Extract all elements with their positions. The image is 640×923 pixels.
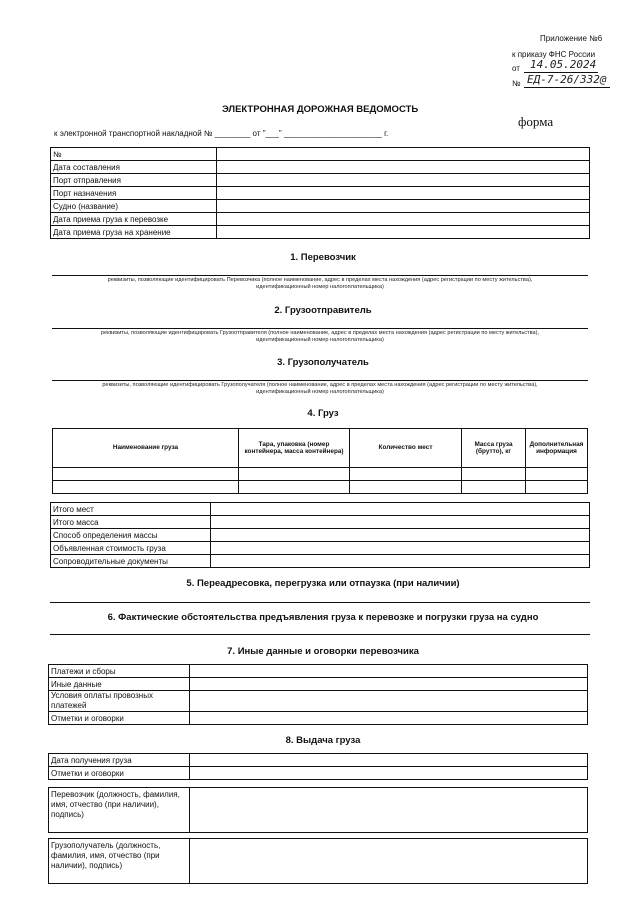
- cell[interactable]: [239, 468, 350, 481]
- cargo-header: Количество мест: [350, 429, 462, 468]
- section-1-title: 1. Перевозчик: [290, 252, 356, 263]
- carrier-line[interactable]: [52, 275, 588, 276]
- carrier-signature-cell[interactable]: [190, 788, 588, 833]
- value-cell[interactable]: [211, 503, 590, 516]
- cell[interactable]: [462, 481, 526, 494]
- section-7-title: 7. Иные данные и оговорки перевозчика: [227, 646, 419, 657]
- cell[interactable]: [462, 468, 526, 481]
- value-cell[interactable]: [211, 516, 590, 529]
- table-row: [51, 148, 590, 161]
- table-row: [53, 481, 588, 494]
- cargo-header: Тара, упаковка (номер контейнера, масса контейнера): [239, 429, 350, 468]
- annex-number-underline: [524, 87, 610, 88]
- table-row: [51, 174, 590, 187]
- value-cell[interactable]: [190, 665, 588, 678]
- carrier-signature-label: Перевозчик (должность, фамилия, имя, отчество (при наличии), подпись): [49, 788, 190, 833]
- invoice-line: к электронной транспортной накладной № ________ от "___" ______________________ г.: [54, 129, 389, 138]
- value-cell[interactable]: [190, 712, 588, 725]
- cell[interactable]: [53, 481, 239, 494]
- consignee-signature-cell[interactable]: [190, 839, 588, 884]
- cell[interactable]: [53, 468, 239, 481]
- row-label: Итого масса: [51, 516, 211, 529]
- value-cell[interactable]: [190, 754, 588, 767]
- table-row: [51, 226, 590, 239]
- cargo-header: Наименование груза: [53, 429, 239, 468]
- forma-label: форма: [518, 114, 554, 129]
- cargo-header: Масса груза (брутто), кг: [462, 429, 526, 468]
- carrier-requisites-hint: реквизиты, позволяющие идентифицировать Перевозчика (полное наименование, адрес в пределах места нахождения (адрес регистрации по месту жительства), идентификационный номер налогоплательщика): [107, 277, 533, 290]
- consignee-requisites-hint: реквизиты, позволяющие идентифицировать Грузополучателя (полное наименование, адрес в пределах места нахождения (адрес регистрации по месту жительства), идентификационный номер налогоплательщика): [102, 382, 538, 395]
- table-row: [49, 712, 588, 725]
- shipper-line[interactable]: [52, 328, 588, 329]
- row-label: Отметки и оговорки: [49, 712, 190, 725]
- value-cell[interactable]: [190, 767, 588, 780]
- value-cell[interactable]: [217, 213, 590, 226]
- value-cell[interactable]: [211, 542, 590, 555]
- table-row: [51, 213, 590, 226]
- row-label: Способ определения массы: [51, 529, 211, 542]
- row-label: Судно (название): [51, 200, 217, 213]
- shipper-requisites-hint: реквизиты, позволяющие идентифицировать Грузоотправителя (полное наименование, адрес в пределах места нахождения (адрес регистрации по месту жительства), идентификационный номер налогоплательщика): [100, 330, 540, 343]
- table-row: [49, 678, 588, 691]
- row-label: Дата получения груза: [49, 754, 190, 767]
- delivery-table: [48, 753, 588, 780]
- readdress-line[interactable]: [50, 602, 590, 603]
- top-table: [50, 147, 590, 239]
- cargo-header-row: [53, 429, 588, 468]
- row-label: Сопроводительные документы: [51, 555, 211, 568]
- row-label: №: [51, 148, 217, 161]
- consignee-signature-table: [48, 838, 588, 884]
- value-cell[interactable]: [211, 529, 590, 542]
- table-row: [49, 754, 588, 767]
- value-cell[interactable]: [217, 187, 590, 200]
- value-cell[interactable]: [217, 148, 590, 161]
- row-label: Дата составления: [51, 161, 217, 174]
- section-3-title: 3. Грузополучатель: [277, 357, 369, 368]
- table-row: [49, 691, 588, 712]
- table-row: [51, 503, 590, 516]
- annex-number-value: ЕД-7-26/332@: [527, 73, 607, 86]
- value-cell[interactable]: [190, 691, 588, 712]
- row-label: Отметки и оговорки: [49, 767, 190, 780]
- cargo-summary-table: [50, 502, 590, 568]
- value-cell[interactable]: [217, 226, 590, 239]
- row-label: Дата приема груза к перевозке: [51, 213, 217, 226]
- table-row: [51, 187, 590, 200]
- cell[interactable]: [350, 481, 462, 494]
- value-cell[interactable]: [211, 555, 590, 568]
- value-cell[interactable]: [217, 200, 590, 213]
- row-label: Объявленная стоимость груза: [51, 542, 211, 555]
- cell[interactable]: [526, 468, 588, 481]
- cargo-table: [52, 428, 588, 494]
- section-4-title: 4. Груз: [307, 408, 339, 419]
- value-cell[interactable]: [217, 161, 590, 174]
- annex-number-prefix: №: [512, 79, 521, 88]
- table-row: [51, 516, 590, 529]
- consignee-signature-label: Грузополучатель (должность, фамилия, имя, отчество (при наличии), подпись): [49, 839, 190, 884]
- row-label: Условия оплаты провозных платежей: [49, 691, 190, 712]
- value-cell[interactable]: [217, 174, 590, 187]
- consignee-line[interactable]: [52, 380, 588, 381]
- annex-date-value: 14.05.2024: [530, 58, 597, 71]
- section-6-title: 6. Фактические обстоятельства предъявления груза к перевозке и погрузки груза на судно: [107, 612, 539, 623]
- document-title: ЭЛЕКТРОННАЯ ДОРОЖНАЯ ВЕДОМОСТЬ: [222, 104, 419, 115]
- cargo-header: Дополнительная информация: [526, 429, 588, 468]
- section-5-title: 5. Переадресовка, перегрузка или отпаузка (при наличии): [186, 578, 460, 589]
- other-data-table: [48, 664, 588, 725]
- annex-title: Приложение №6: [540, 34, 603, 43]
- row-label: Дата приема груза на хранение: [51, 226, 217, 239]
- annex-order: к приказу ФНС России: [512, 50, 596, 59]
- table-row: [49, 839, 588, 884]
- section-2-title: 2. Грузоотправитель: [274, 305, 372, 316]
- table-row: [51, 529, 590, 542]
- row-label: Иные данные: [49, 678, 190, 691]
- cell[interactable]: [526, 481, 588, 494]
- table-row: [51, 555, 590, 568]
- table-row: [51, 542, 590, 555]
- table-row: [49, 788, 588, 833]
- cell[interactable]: [350, 468, 462, 481]
- table-row: [51, 200, 590, 213]
- row-label: Порт назначения: [51, 187, 217, 200]
- section-8-title: 8. Выдача груза: [285, 735, 361, 746]
- table-row: [49, 665, 588, 678]
- carrier-signature-table: [48, 787, 588, 833]
- row-label: Порт отправления: [51, 174, 217, 187]
- annex-date-prefix: от: [512, 64, 520, 73]
- cell[interactable]: [239, 481, 350, 494]
- table-row: [51, 161, 590, 174]
- row-label: Платежи и сборы: [49, 665, 190, 678]
- value-cell[interactable]: [190, 678, 588, 691]
- table-row: [53, 468, 588, 481]
- table-row: [49, 767, 588, 780]
- circumstances-line[interactable]: [50, 634, 590, 635]
- row-label: Итого мест: [51, 503, 211, 516]
